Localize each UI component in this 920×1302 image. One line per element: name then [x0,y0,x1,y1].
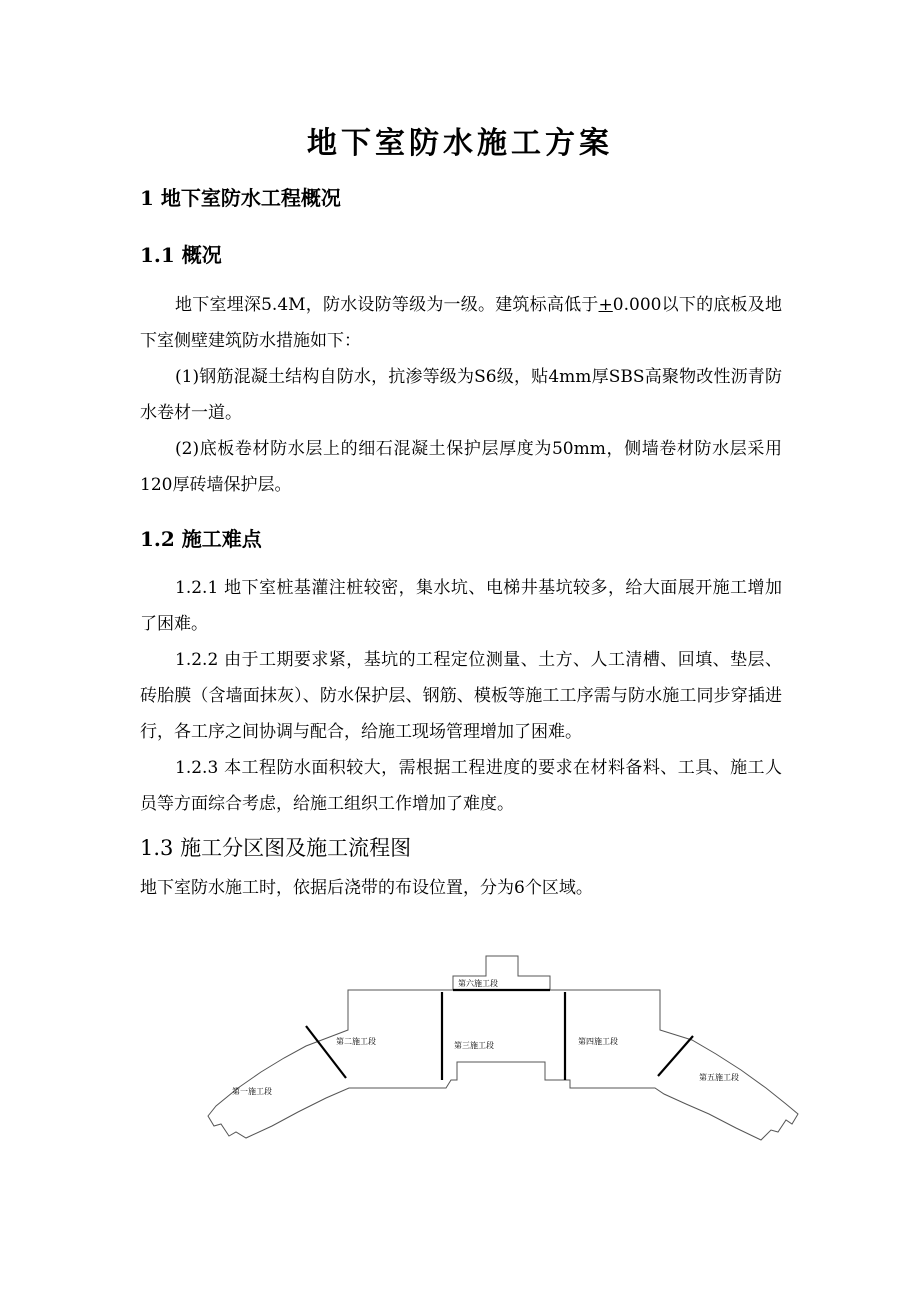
measure-item-1: (1)钢筋混凝土结构自防水，抗渗等级为S6级，贴4mm厚SBS高聚物改性沥青防水卷材一道。 [140,367,782,423]
zone-divider-1-2 [306,1026,346,1078]
difficulty-1: 1.2.1 地下室桩基灌注桩较密，集水坑、电梯井基坑较多，给大面展开施工增加了困难。 [140,578,782,634]
difficulty-3: 1.2.3 本工程防水面积较大，需根据工程进度的要求在材料备料、工具、施工人员等方面综合考虑，给施工组织工作增加了难度。 [140,758,782,814]
diagram-outline-center [208,956,798,1140]
zone-divider-4-5 [658,1036,693,1076]
zoning-paragraph: 地下室防水施工时，依据后浇带的布设位置，分为6个区域。 [140,878,593,898]
zone-label-3: 第三施工段 [454,1041,494,1050]
page-title: 地下室防水施工方案 [307,126,613,161]
zone-label-1: 第一施工段 [232,1087,272,1096]
overview-paragraph [140,287,782,359]
section-1-2-heading: 1.2 施工难点 [140,527,262,551]
section-1-3-heading: 1.3 施工分区图及施工流程图 [140,836,412,860]
difficulty-2: 1.2.2 由于工期要求紧，基坑的工程定位测量、土方、人工清槽、回填、垫层、砖胎膜（含墙面抹灰）、防水保护层、钢筋、模板等施工工序需与防水施工同步穿插进行，各工序之间协调与配合，给施工现场管理增加了困难。 [140,650,782,742]
construction-zoning-diagram [196,948,808,1148]
zone-label-5: 第五施工段 [699,1073,739,1082]
overview-intro: 地下室埋深5.4M，防水设防等级为一级。建筑标高低于 [175,295,599,315]
zone-label-2: 第二施工段 [336,1037,376,1046]
section-1-1-heading: 1.1 概况 [140,243,222,267]
measure-item-2: (2)底板卷材防水层上的细石混凝土保护层厚度为50mm，侧墙卷材防水层采用120厚砖墙保护层。 [140,439,782,495]
section-1-heading: 1 地下室防水工程概况 [140,186,341,210]
zone-label-6: 第六施工段 [458,979,498,988]
zone-label-4: 第四施工段 [578,1037,618,1046]
plus-minus-sign: + [598,295,613,315]
overview-intro-tail: 0.000以下的底板及地下室侧壁建筑防水措施如下： [140,295,782,351]
